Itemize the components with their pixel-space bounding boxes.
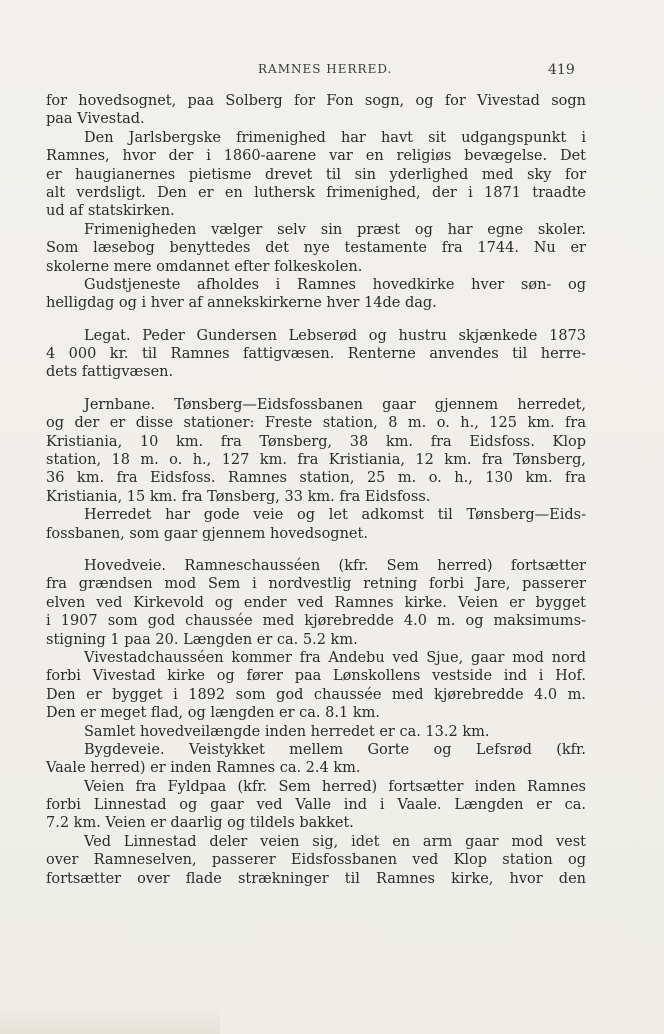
text-line: ud af statskirken. <box>46 203 175 220</box>
text-line: i 1907 som god chaussée med kjørebredde 4.0 m. og maksimums- <box>46 613 586 630</box>
text-line: forbi Vivestad kirke og fører paa Lønskollens vestside ind i Hof. <box>46 668 586 685</box>
text-line: Gudstjeneste afholdes i Ramnes hovedkirke hver søn- og <box>84 276 586 293</box>
text-line: stigning 1 paa 20. Længden er ca. 5.2 km. <box>46 631 358 648</box>
text-line: Den er bygget i 1892 som god chaussée med kjørebredde 4.0 m. <box>46 686 586 703</box>
text-line: Herredet har gode veie og let adkomst til Tønsberg—Eids- <box>84 507 586 524</box>
text-line: Kristiania, 15 km. fra Tønsberg, 33 km. fra Eidsfoss. <box>46 488 431 505</box>
page-header <box>0 58 664 82</box>
text-line: Veien fra Fyldpaa (kfr. Sem herred) fortsætter inden Ramnes <box>84 778 586 795</box>
text-line: 7.2 km. Veien er daarlig og tildels bakket. <box>46 815 354 832</box>
text-line: fra grændsen mod Sem i nordvestlig retning forbi Jare, passerer <box>46 576 586 593</box>
text-line: alt verdsligt. Den er en luthersk frimenighed, der i 1871 traadte <box>46 184 586 201</box>
page-number: 419 <box>548 62 575 78</box>
text-line: Bygdeveie. Veistykket mellem Gorte og Lefsrød (kfr. <box>84 741 586 758</box>
text-line: 4 000 kr. til Ramnes fattigvæsen. Renterne anvendes til herre- <box>46 346 586 363</box>
text-line: Samlet hovedveilængde inden herredet er ca. 13.2 km. <box>84 723 490 740</box>
text-line: Legat. Peder Gundersen Lebserød og hustru skjænkede 1873 <box>84 327 586 344</box>
text-line: fortsætter over flade strækninger til Ramnes kirke, hvor den <box>46 870 586 887</box>
text-line: for hovedsognet, paa Solberg for Fon sogn, og for Vivestad sogn <box>46 93 586 109</box>
text-line: helligdag og i hver af annekskirkerne hver 14de dag. <box>46 295 437 312</box>
text-line: over Ramneselven, passerer Eidsfossbanen ved Klop station og <box>46 852 586 869</box>
text-line: fossbanen, som gaar gjennem hovedsognet. <box>46 525 368 542</box>
running-head: RAMNES HERRED. <box>258 62 393 76</box>
text-line: forbi Linnestad og gaar ved Valle ind i Vaale. Længden er ca. <box>46 797 586 814</box>
text-line: Ramnes, hvor der i 1860-aarene var en religiøs bevægelse. Det <box>46 148 586 165</box>
page-edge-shadow <box>0 1006 220 1034</box>
text-line: skolerne mere omdannet efter folkeskolen. <box>46 258 363 275</box>
text-line: Som læsebog benyttedes det nye testamente fra 1744. Nu er <box>46 240 586 257</box>
text-line: og der er disse stationer: Freste station, 8 m. o. h., 125 km. fra <box>46 415 586 432</box>
body-text <box>46 92 586 888</box>
text-line: Ved Linnestad deler veien sig, idet en arm gaar mod vest <box>84 833 586 850</box>
text-line: Hovedveie. Ramneschausséen (kfr. Sem herred) fortsætter <box>84 557 586 574</box>
text-line: dets fattigvæsen. <box>46 364 174 381</box>
text-line: Frimenigheden vælger selv sin præst og har egne skoler. <box>84 221 586 238</box>
text-line: 36 km. fra Eidsfoss. Ramnes station, 25 m. o. h., 130 km. fra <box>46 470 586 487</box>
text-line: station, 18 m. o. h., 127 km. fra Kristiania, 12 km. fra Tønsberg, <box>46 452 586 469</box>
text-line: Den Jarlsbergske frimenighed har havt sit udgangspunkt i <box>84 129 586 146</box>
text-line: Vaale herred) er inden Ramnes ca. 2.4 km. <box>46 760 361 777</box>
text-line: elven ved Kirkevold og ender ved Ramnes kirke. Veien er bygget <box>46 594 586 611</box>
text-line: Jernbane. Tønsberg—Eidsfossbanen gaar gjennem herredet, <box>84 396 586 413</box>
text-line: Den er meget flad, og længden er ca. 8.1 km. <box>46 705 380 722</box>
text-line: er haugianernes pietisme drevet til sin yderlighed med sky for <box>46 166 586 183</box>
text-line: paa Vivestad. <box>46 111 145 128</box>
text-line: Vivestadchausséen kommer fra Andebu ved Sjue, gaar mod nord <box>84 649 586 666</box>
text-line: Kristiania, 10 km. fra Tønsberg, 38 km. fra Eidsfoss. Klop <box>46 433 586 450</box>
